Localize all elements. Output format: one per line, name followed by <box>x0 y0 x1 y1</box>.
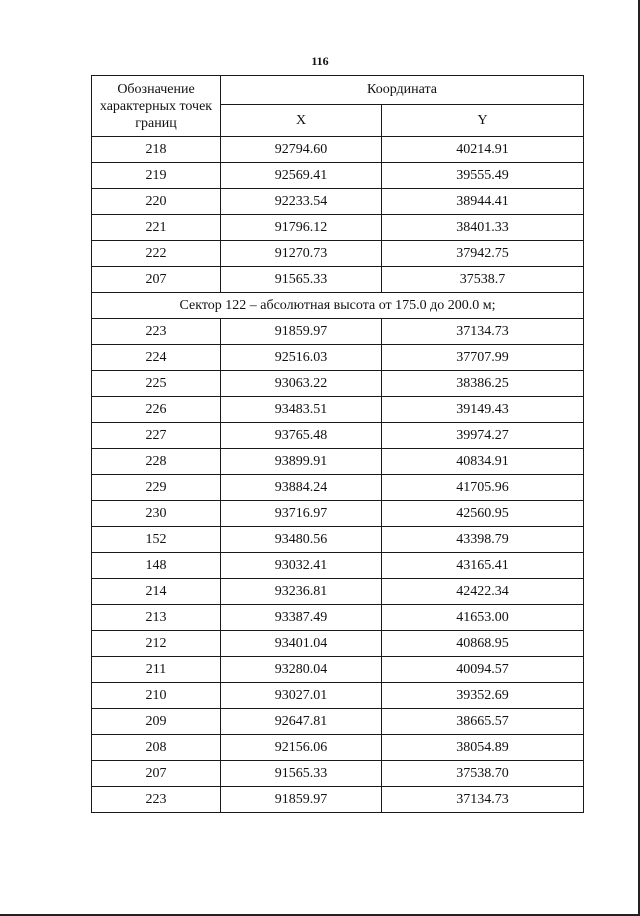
x-cell: 93899.91 <box>221 449 382 475</box>
coordinates-table <box>91 75 584 813</box>
point-cell: 210 <box>92 683 221 709</box>
header-coordinate: Координата <box>221 76 584 105</box>
table-row <box>92 163 584 189</box>
y-cell: 38386.25 <box>382 371 584 397</box>
y-cell: 39149.43 <box>382 397 584 423</box>
sector-section <box>92 293 584 319</box>
x-cell: 92156.06 <box>221 735 382 761</box>
y-cell: 37134.73 <box>382 319 584 345</box>
x-cell: 92569.41 <box>221 163 382 189</box>
point-cell: 223 <box>92 787 221 813</box>
header-x: X <box>221 105 382 137</box>
x-cell: 93027.01 <box>221 683 382 709</box>
point-cell: 221 <box>92 215 221 241</box>
x-cell: 93063.22 <box>221 371 382 397</box>
y-cell: 37707.99 <box>382 345 584 371</box>
point-cell: 148 <box>92 553 221 579</box>
y-cell: 40094.57 <box>382 657 584 683</box>
y-cell: 41653.00 <box>382 605 584 631</box>
x-cell: 93387.49 <box>221 605 382 631</box>
page-number: 116 <box>311 54 329 68</box>
point-cell: 211 <box>92 657 221 683</box>
table-row <box>92 475 584 501</box>
table-row <box>92 371 584 397</box>
point-cell: 220 <box>92 189 221 215</box>
table-row <box>92 267 584 293</box>
y-cell: 40834.91 <box>382 449 584 475</box>
x-cell: 92647.81 <box>221 709 382 735</box>
point-cell: 226 <box>92 397 221 423</box>
y-cell: 39974.27 <box>382 423 584 449</box>
table-row <box>92 553 584 579</box>
table-row <box>92 423 584 449</box>
y-cell: 37538.7 <box>382 267 584 293</box>
x-cell: 92794.60 <box>221 137 382 163</box>
table-row <box>92 241 584 267</box>
point-cell: 208 <box>92 735 221 761</box>
y-cell: 40868.95 <box>382 631 584 657</box>
y-cell: 38665.57 <box>382 709 584 735</box>
table-row <box>92 449 584 475</box>
x-cell: 91270.73 <box>221 241 382 267</box>
table-row <box>92 189 584 215</box>
point-cell: 218 <box>92 137 221 163</box>
sector-label: Сектор 122 – абсолютная высота от 175.0 до 200.0 м; <box>92 293 584 319</box>
x-cell: 91565.33 <box>221 267 382 293</box>
x-cell: 91796.12 <box>221 215 382 241</box>
x-cell: 93884.24 <box>221 475 382 501</box>
y-cell: 43165.41 <box>382 553 584 579</box>
y-cell: 39555.49 <box>382 163 584 189</box>
table-row <box>92 761 584 787</box>
y-cell: 38401.33 <box>382 215 584 241</box>
table-row <box>92 501 584 527</box>
y-cell: 41705.96 <box>382 475 584 501</box>
point-cell: 152 <box>92 527 221 553</box>
table-row <box>92 735 584 761</box>
x-cell: 91859.97 <box>221 319 382 345</box>
point-cell: 207 <box>92 267 221 293</box>
y-cell: 37134.73 <box>382 787 584 813</box>
table-row <box>92 657 584 683</box>
x-cell: 92233.54 <box>221 189 382 215</box>
table-body-after <box>92 319 584 813</box>
table-row <box>92 319 584 345</box>
table-row <box>92 579 584 605</box>
y-cell: 38054.89 <box>382 735 584 761</box>
x-cell: 93483.51 <box>221 397 382 423</box>
x-cell: 91565.33 <box>221 761 382 787</box>
point-cell: 224 <box>92 345 221 371</box>
y-cell: 37942.75 <box>382 241 584 267</box>
y-cell: 43398.79 <box>382 527 584 553</box>
x-cell: 93480.56 <box>221 527 382 553</box>
point-cell: 225 <box>92 371 221 397</box>
sector-row <box>92 293 584 319</box>
x-cell: 93236.81 <box>221 579 382 605</box>
table-row <box>92 527 584 553</box>
table-row <box>92 137 584 163</box>
table-row <box>92 787 584 813</box>
point-cell: 223 <box>92 319 221 345</box>
table-row <box>92 683 584 709</box>
table-body-before <box>92 137 584 293</box>
point-cell: 219 <box>92 163 221 189</box>
point-cell: 212 <box>92 631 221 657</box>
x-cell: 91859.97 <box>221 787 382 813</box>
point-cell: 229 <box>92 475 221 501</box>
table-row <box>92 605 584 631</box>
x-cell: 93765.48 <box>221 423 382 449</box>
x-cell: 93032.41 <box>221 553 382 579</box>
y-cell: 37538.70 <box>382 761 584 787</box>
x-cell: 93716.97 <box>221 501 382 527</box>
point-cell: 207 <box>92 761 221 787</box>
point-cell: 209 <box>92 709 221 735</box>
y-cell: 42422.34 <box>382 579 584 605</box>
x-cell: 93280.04 <box>221 657 382 683</box>
y-cell: 42560.95 <box>382 501 584 527</box>
point-cell: 222 <box>92 241 221 267</box>
point-cell: 213 <box>92 605 221 631</box>
y-cell: 38944.41 <box>382 189 584 215</box>
x-cell: 93401.04 <box>221 631 382 657</box>
table-row <box>92 397 584 423</box>
point-cell: 230 <box>92 501 221 527</box>
x-cell: 92516.03 <box>221 345 382 371</box>
point-cell: 227 <box>92 423 221 449</box>
point-cell: 228 <box>92 449 221 475</box>
header-y: Y <box>382 105 584 137</box>
y-cell: 39352.69 <box>382 683 584 709</box>
y-cell: 40214.91 <box>382 137 584 163</box>
table-row <box>92 631 584 657</box>
table-row <box>92 215 584 241</box>
table-row <box>92 345 584 371</box>
point-cell: 214 <box>92 579 221 605</box>
table-row <box>92 709 584 735</box>
header-designation: Обозначение характерных точек границ <box>92 76 221 137</box>
